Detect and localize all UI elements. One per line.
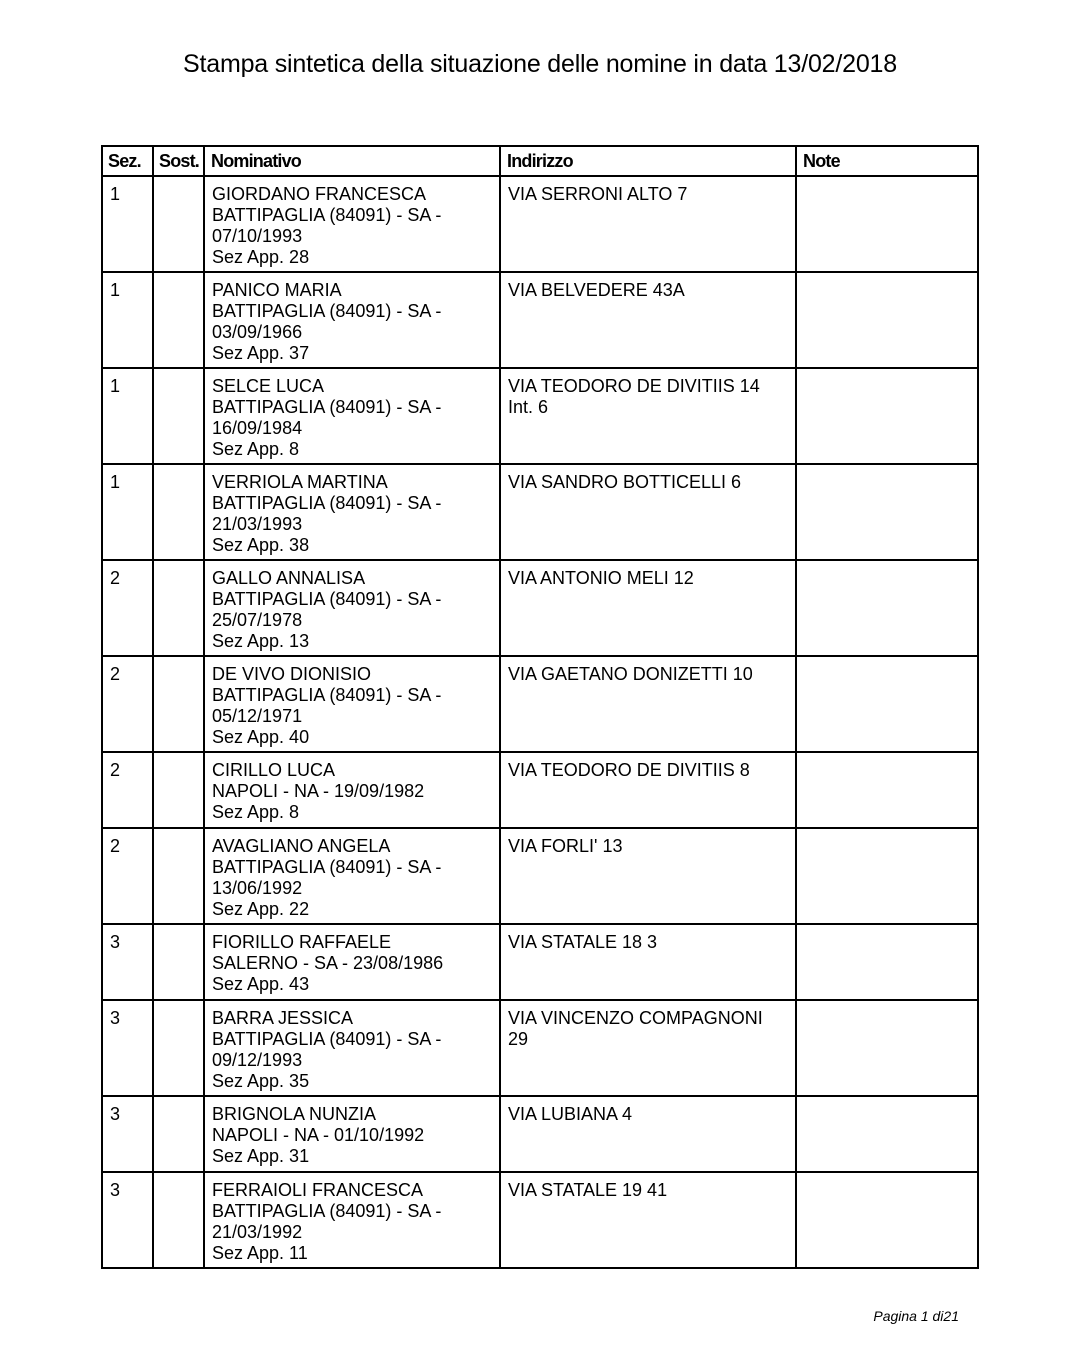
cell-nominativo <box>204 464 500 560</box>
cell-sez: 2 <box>102 828 153 924</box>
table-row <box>102 1096 978 1172</box>
indirizzo-line: VIA TEODORO DE DIVITIIS 8 <box>508 760 750 780</box>
nominativo-name: DE VIVO DIONISIO <box>212 664 372 684</box>
table-row <box>102 464 978 560</box>
nominativo-birth-info: SALERNO - SA - 23/08/1986 <box>212 953 444 973</box>
cell-sez: 2 <box>102 656 153 752</box>
nominativo-name: GALLO ANNALISA <box>212 568 366 588</box>
cell-sez: 3 <box>102 1096 153 1172</box>
nominativo-sez-app: Sez App. 8 <box>212 439 300 459</box>
nominativo-birth-info: 03/09/1966 <box>212 322 303 342</box>
cell-note <box>796 752 978 828</box>
cell-nominativo <box>204 368 500 464</box>
cell-note <box>796 828 978 924</box>
cell-note <box>796 1096 978 1172</box>
nominativo-birth-info: 05/12/1971 <box>212 706 303 726</box>
cell-sost <box>153 924 204 1000</box>
nominativo-birth-info: NAPOLI - NA - 19/09/1982 <box>212 781 425 801</box>
nominativo-sez-app: Sez App. 8 <box>212 802 300 822</box>
cell-nominativo <box>204 752 500 828</box>
cell-note <box>796 924 978 1000</box>
cell-note <box>796 176 978 272</box>
indirizzo-line: VIA BELVEDERE 43A <box>508 280 685 300</box>
nominativo-sez-app: Sez App. 22 <box>212 899 310 919</box>
cell-sez: 1 <box>102 272 153 368</box>
cell-sost <box>153 1096 204 1172</box>
nominativo-birth-info: BATTIPAGLIA (84091) - SA - <box>212 301 442 321</box>
nominativo-birth-info: BATTIPAGLIA (84091) - SA - <box>212 397 442 417</box>
nominativo-name: CIRILLO LUCA <box>212 760 336 780</box>
nominativo-birth-info: 21/03/1992 <box>212 1222 303 1242</box>
cell-indirizzo <box>500 656 796 752</box>
indirizzo-line: VIA TEODORO DE DIVITIIS 14 <box>508 376 760 396</box>
cell-sez: 3 <box>102 1172 153 1268</box>
nominativo-birth-info: BATTIPAGLIA (84091) - SA - <box>212 205 442 225</box>
cell-note <box>796 464 978 560</box>
nominativo-birth-info: 21/03/1993 <box>212 514 303 534</box>
nominativo-name: BARRA JESSICA <box>212 1008 354 1028</box>
header-note: Note <box>796 146 978 176</box>
nominativo-birth-info: 16/09/1984 <box>212 418 303 438</box>
cell-nominativo <box>204 1096 500 1172</box>
cell-sost <box>153 752 204 828</box>
nominativo-name: AVAGLIANO ANGELA <box>212 836 391 856</box>
cell-nominativo <box>204 272 500 368</box>
nominativo-sez-app: Sez App. 43 <box>212 974 310 994</box>
cell-nominativo <box>204 1000 500 1096</box>
cell-nominativo <box>204 656 500 752</box>
cell-indirizzo <box>500 1172 796 1268</box>
indirizzo-line: VIA VINCENZO COMPAGNONI <box>508 1008 763 1028</box>
nominativo-sez-app: Sez App. 31 <box>212 1146 310 1166</box>
indirizzo-line: VIA SERRONI ALTO 7 <box>508 184 688 204</box>
cell-indirizzo <box>500 368 796 464</box>
header-sez: Sez. <box>102 146 153 176</box>
indirizzo-line: VIA STATALE 18 3 <box>508 932 658 952</box>
cell-sost <box>153 368 204 464</box>
table-row <box>102 752 978 828</box>
indirizzo-line: 29 <box>508 1029 529 1049</box>
cell-note <box>796 1000 978 1096</box>
nominativo-sez-app: Sez App. 40 <box>212 727 310 747</box>
cell-nominativo <box>204 828 500 924</box>
nominativo-birth-info: BATTIPAGLIA (84091) - SA - <box>212 493 442 513</box>
indirizzo-line: VIA ANTONIO MELI 12 <box>508 568 694 588</box>
table-body <box>102 176 978 1268</box>
cell-indirizzo <box>500 464 796 560</box>
nominativo-name: BRIGNOLA NUNZIA <box>212 1104 377 1124</box>
cell-sez: 1 <box>102 464 153 560</box>
cell-sost <box>153 560 204 656</box>
indirizzo-line: VIA STATALE 19 41 <box>508 1180 668 1200</box>
cell-nominativo <box>204 924 500 1000</box>
cell-note <box>796 560 978 656</box>
nominativo-name: VERRIOLA MARTINA <box>212 472 388 492</box>
cell-indirizzo <box>500 560 796 656</box>
cell-note <box>796 368 978 464</box>
page-number: Pagina 1 di21 <box>873 1308 959 1324</box>
nominativo-sez-app: Sez App. 11 <box>212 1243 308 1263</box>
document-title: Stampa sintetica della situazione delle nomine in data 13/02/2018 <box>183 50 897 78</box>
indirizzo-line: VIA FORLI' 13 <box>508 836 623 856</box>
cell-sez: 2 <box>102 560 153 656</box>
cell-nominativo <box>204 1172 500 1268</box>
cell-sost <box>153 176 204 272</box>
nominativo-sez-app: Sez App. 28 <box>212 247 310 267</box>
nominativo-sez-app: Sez App. 37 <box>212 343 310 363</box>
cell-nominativo <box>204 176 500 272</box>
table-row <box>102 924 978 1000</box>
table-row <box>102 368 978 464</box>
header-sost: Sost. <box>153 146 204 176</box>
nominativo-birth-info: BATTIPAGLIA (84091) - SA - <box>212 589 442 609</box>
nominativo-name: FERRAIOLI FRANCESCA <box>212 1180 424 1200</box>
indirizzo-line: VIA SANDRO BOTTICELLI 6 <box>508 472 742 492</box>
cell-sost <box>153 828 204 924</box>
cell-sez: 1 <box>102 176 153 272</box>
nominativo-sez-app: Sez App. 35 <box>212 1071 310 1091</box>
indirizzo-line: Int. 6 <box>508 397 549 417</box>
table-row <box>102 1172 978 1268</box>
nominativo-name: PANICO MARIA <box>212 280 342 300</box>
indirizzo-line: VIA GAETANO DONIZETTI 10 <box>508 664 753 684</box>
cell-sost <box>153 464 204 560</box>
cell-indirizzo <box>500 828 796 924</box>
nominativo-birth-info: BATTIPAGLIA (84091) - SA - <box>212 1201 442 1221</box>
nominativo-birth-info: NAPOLI - NA - 01/10/1992 <box>212 1125 425 1145</box>
nominativo-birth-info: 13/06/1992 <box>212 878 303 898</box>
cell-indirizzo <box>500 752 796 828</box>
table-header <box>102 146 978 176</box>
cell-sez: 3 <box>102 1000 153 1096</box>
cell-sost <box>153 1172 204 1268</box>
indirizzo-line: VIA LUBIANA 4 <box>508 1104 633 1124</box>
cell-note <box>796 1172 978 1268</box>
header-nominativo: Nominativo <box>204 146 500 176</box>
cell-indirizzo <box>500 176 796 272</box>
table-row <box>102 272 978 368</box>
nomine-table <box>101 145 979 1269</box>
nominativo-name: SELCE LUCA <box>212 376 325 396</box>
nominativo-birth-info: 09/12/1993 <box>212 1050 303 1070</box>
table-row <box>102 828 978 924</box>
cell-sez: 3 <box>102 924 153 1000</box>
nominativo-birth-info: BATTIPAGLIA (84091) - SA - <box>212 857 442 877</box>
cell-note <box>796 656 978 752</box>
cell-sez: 1 <box>102 368 153 464</box>
table-row <box>102 176 978 272</box>
table-row <box>102 1000 978 1096</box>
cell-note <box>796 272 978 368</box>
nominativo-sez-app: Sez App. 38 <box>212 535 310 555</box>
cell-sez: 2 <box>102 752 153 828</box>
cell-indirizzo <box>500 272 796 368</box>
nominativo-birth-info: 07/10/1993 <box>212 226 303 246</box>
cell-indirizzo <box>500 1096 796 1172</box>
header-indirizzo: Indirizzo <box>500 146 796 176</box>
nominativo-name: FIORILLO RAFFAELE <box>212 932 392 952</box>
cell-sost <box>153 272 204 368</box>
nominativo-birth-info: BATTIPAGLIA (84091) - SA - <box>212 1029 442 1049</box>
nominativo-name: GIORDANO FRANCESCA <box>212 184 427 204</box>
table-row <box>102 656 978 752</box>
cell-sost <box>153 656 204 752</box>
header-row <box>102 146 978 176</box>
cell-indirizzo <box>500 1000 796 1096</box>
table-row <box>102 560 978 656</box>
cell-sost <box>153 1000 204 1096</box>
cell-indirizzo <box>500 924 796 1000</box>
nominativo-birth-info: BATTIPAGLIA (84091) - SA - <box>212 685 442 705</box>
nominativo-birth-info: 25/07/1978 <box>212 610 303 630</box>
nominativo-sez-app: Sez App. 13 <box>212 631 310 651</box>
cell-nominativo <box>204 560 500 656</box>
